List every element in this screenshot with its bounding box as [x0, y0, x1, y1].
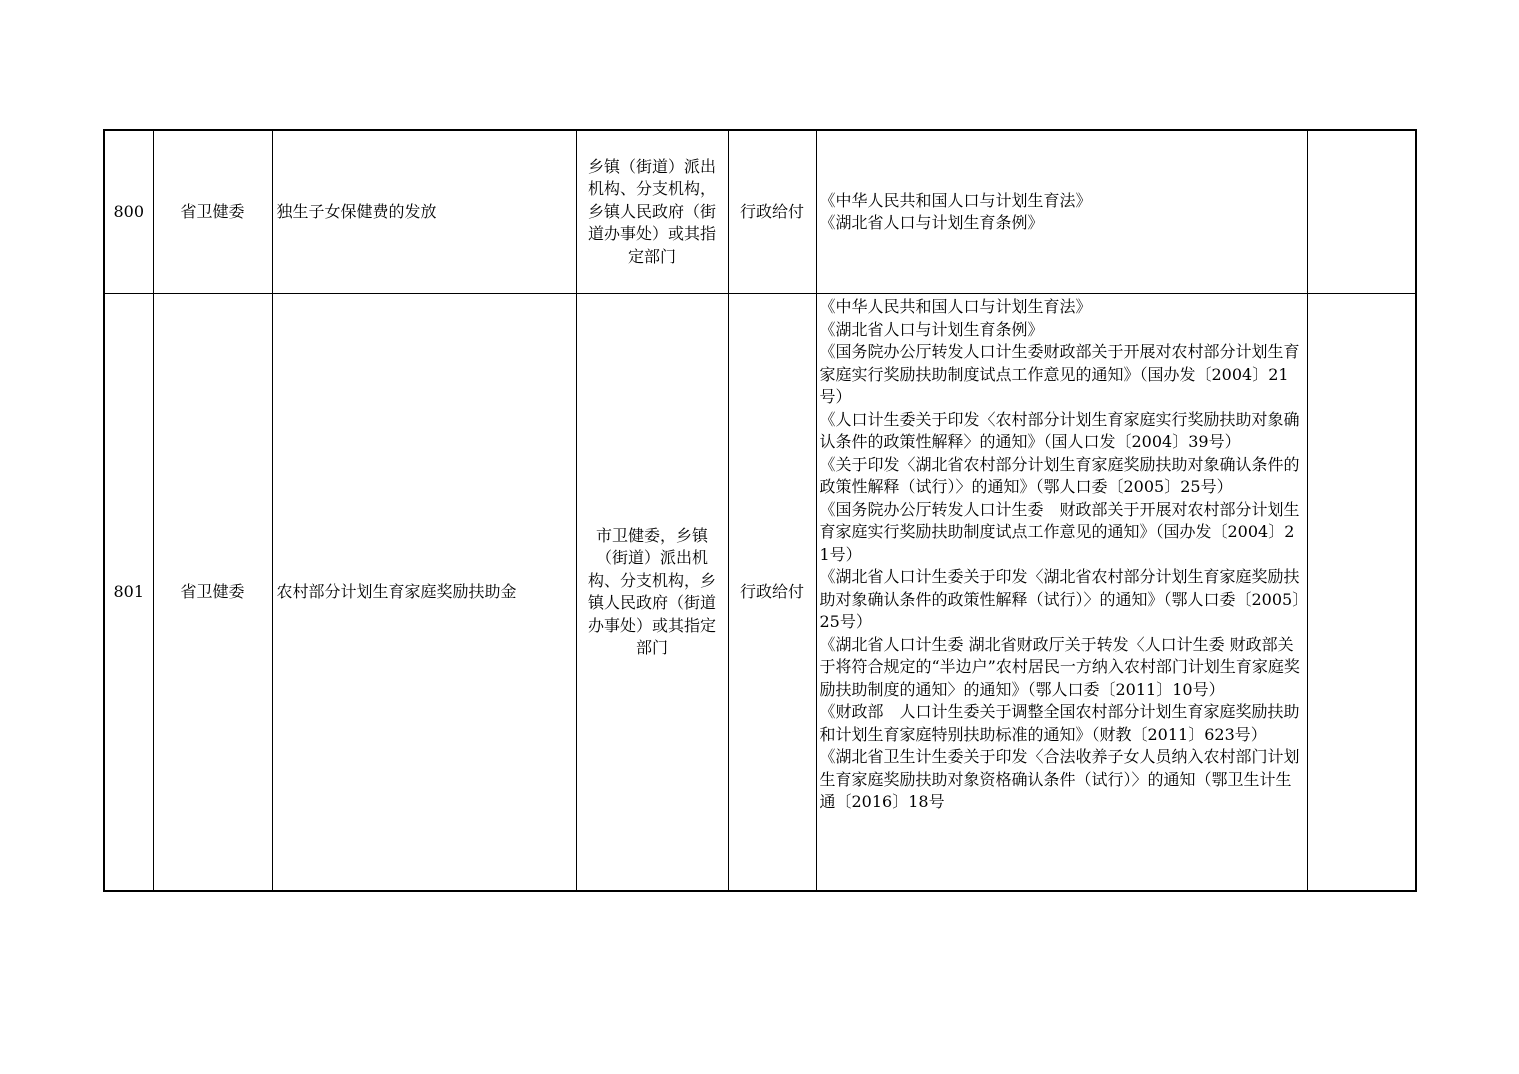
legal-basis-line: 《湖北省人口与计划生育条例》 — [819, 319, 1044, 339]
legal-basis-line: 《湖北省卫生计生委关于印发〈合法收养子女人员纳入农村部门计划生育家庭奖励扶助对象资格确认条件（试行）〉的通知（鄂卫生计生通〔2016〕18号 — [819, 747, 1300, 811]
legal-basis-line: 《关于印发〈湖北省农村部分计划生育家庭奖励扶助对象确认条件的政策性解释（试行）〉的通知》（鄂人口委〔2005〕25号） — [819, 454, 1300, 496]
legal-basis-line: 《国务院办公厅转发人口计生委 财政部关于开展对农村部分计划生育家庭实行奖励扶助制度试点工作意见的通知》（国办发〔2004〕21号） — [819, 499, 1300, 564]
table-row — [104, 294, 1416, 892]
row-number: 801 — [104, 294, 153, 892]
remark-cell — [1307, 130, 1416, 294]
legal-basis-list — [820, 296, 1304, 886]
implementer-cell: 乡镇（街道）派出机构、分支机构，乡镇人民政府（街道办事处）或其指定部门 — [576, 130, 728, 294]
policy-table — [103, 129, 1417, 892]
category-cell: 行政给付 — [728, 130, 816, 294]
legal-basis-line: 《人口计生委关于印发〈农村部分计划生育家庭实行奖励扶助对象确认条件的政策性解释〉的通知》（国人口发〔2004〕39号） — [819, 409, 1300, 451]
legal-basis-cell — [816, 294, 1307, 892]
legal-basis-line: 《中华人民共和国人口与计划生育法》 — [819, 297, 1092, 316]
row-number: 800 — [104, 130, 153, 294]
legal-basis-line: 《湖北省人口计生委 湖北省财政厅关于转发〈人口计生委 财政部关于将符合规定的“半边户”农村居民一方纳入农村部门计划生育家庭奖励扶助制度的通知〉的通知》（鄂人口委〔2011〕10号） — [819, 634, 1300, 699]
department-cell: 省卫健委 — [153, 130, 272, 294]
legal-basis-cell — [816, 130, 1307, 294]
department-cell: 省卫健委 — [153, 294, 272, 892]
legal-basis-line: 《国务院办公厅转发人口计生委财政部关于开展对农村部分计划生育家庭实行奖励扶助制度试点工作意见的通知》（国办发〔2004〕21号） — [819, 342, 1300, 406]
item-name-cell: 农村部分计划生育家庭奖励扶助金 — [272, 294, 576, 892]
item-name-cell: 独生子女保健费的发放 — [272, 130, 576, 294]
table-row — [104, 130, 1416, 294]
legal-basis-line: 《湖北省人口计生委关于印发〈湖北省农村部分计划生育家庭奖励扶助对象确认条件的政策性解释（试行）〉的通知》（鄂人口委〔2005〕25号） — [819, 567, 1301, 631]
implementer-cell: 市卫健委，乡镇（街道）派出机构、分支机构，乡镇人民政府（街道办事处）或其指定部门 — [576, 294, 728, 892]
category-cell: 行政给付 — [728, 294, 816, 892]
legal-basis-line: 《中华人民共和国人口与计划生育法》 — [819, 190, 1092, 210]
legal-basis-line: 《湖北省人口与计划生育条例》 — [819, 213, 1044, 232]
legal-basis-line: 《财政部 人口计生委关于调整全国农村部分计划生育家庭奖励扶助和计划生育家庭特别扶助标准的通知》（财教〔2011〕623号） — [819, 702, 1300, 744]
remark-cell — [1307, 294, 1416, 892]
